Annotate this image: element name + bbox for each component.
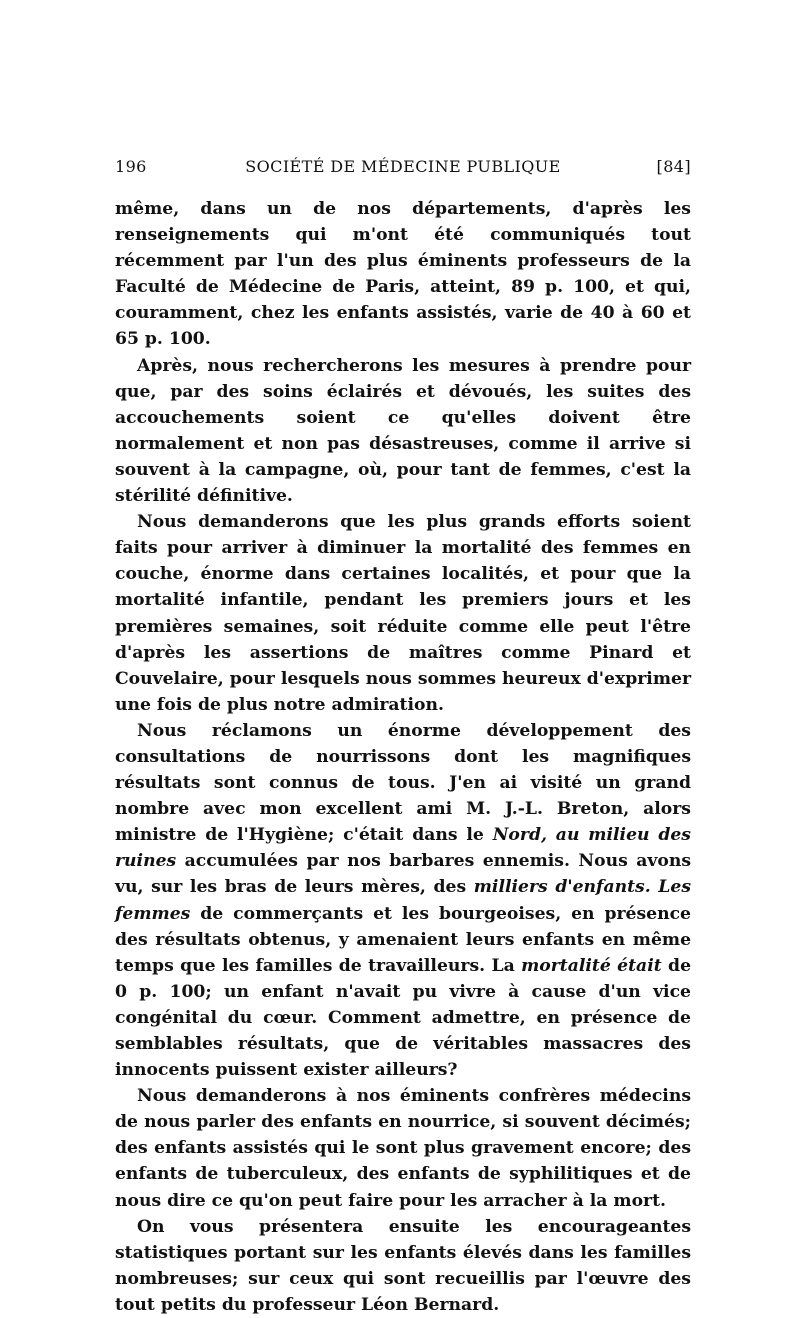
paragraph-text-segment: de commerçants et les bourgeoises, en présence des résultats obtenus, y amenaient leurs enfants en même temps que les familles de travailleurs. La bbox=[115, 903, 691, 976]
body-text bbox=[115, 196, 691, 1318]
paragraph-text-segment: Nous réclamons un énorme développement des consultations de nourrissons dont les magnifiques résultats sont connus de tous. J'en ai visité un grand nombre avec mon excellent ami M. J.-L. Breton, alors ministre de l'Hygiène; c'était dans le bbox=[115, 720, 691, 846]
paragraph-mortalite: Nous demanderons que les plus grands efforts soient faits pour arriver à diminuer la mortalité des femmes en couche, énorme dans certaines localités, et pour que la mortalité infantile, pendant les premiers jours et les premières semaines, soit réduite comme elle peut l'être d'après les assertions de maîtres comme Pinard et Couvelaire, pour lesquels nous sommes heureux d'exprimer une fois de plus notre admiration. bbox=[115, 512, 691, 715]
paragraph-text-segment: de 0 p. 100; un enfant n'avait pu vivre à cause d'un vice congénital du cœur. Comment admettre, en présence de semblables résultats, que de véritables massacres des innocents puissent exister ailleurs? bbox=[115, 955, 692, 1081]
running-title: SOCIÉTÉ DE MÉDECINE PUBLIQUE bbox=[245, 157, 561, 176]
paragraph-statistiques: On vous présentera ensuite les encourageantes statistiques portant sur les enfants élevés dans les familles nombreuses; sur ceux qui sont recueillis par l'œuvre des tout petits du professeur Léon Bernard. bbox=[115, 1216, 691, 1315]
italic-emphasis: milliers d'enfants. Les femmes bbox=[115, 877, 691, 924]
paragraph-continuation: même, dans un de nos départements, d'après les renseignements qui m'ont été communiqués tout récemment par l'un des plus éminents professeurs de la Faculté de Médecine de Paris, atteint, 89 p. 100, et qui, couramment, chez les enfants assistés, varie de 40 à 60 et 65 p. 100. bbox=[115, 199, 691, 350]
paragraph-confreres-medecins: Nous demanderons à nos éminents confrères médecins de nous parler des enfants en nourrice, si souvent décimés; des enfants assistés qui le sont plus gravement encore; des enfants de tuberculeux, des enfants de syphilitiques et de nous dire ce qu'on peut faire pour les arracher à la mort. bbox=[115, 1086, 691, 1211]
paragraph-consultations-nourrissons bbox=[115, 718, 691, 1083]
paragraph-text-segment: accumulées par nos barbares ennemis. Nous avons vu, sur les bras de leurs mères, des bbox=[115, 851, 691, 898]
running-head bbox=[115, 157, 691, 183]
italic-emphasis: mortalité était bbox=[521, 955, 662, 976]
page-number: 196 bbox=[115, 157, 147, 176]
italic-emphasis: Nord, au milieu des ruines bbox=[115, 825, 691, 872]
bracket-reference: [84] bbox=[656, 157, 691, 176]
paragraph-suites-accouchements: Après, nous rechercherons les mesures à prendre pour que, par des soins éclairés et dévoués, les suites des accouchements soient ce qu'elles doivent être normalement et non pas désastreuses, comme il arrive si souvent à la campagne, où, pour tant de femmes, c'est la stérilité définitive. bbox=[115, 355, 691, 507]
